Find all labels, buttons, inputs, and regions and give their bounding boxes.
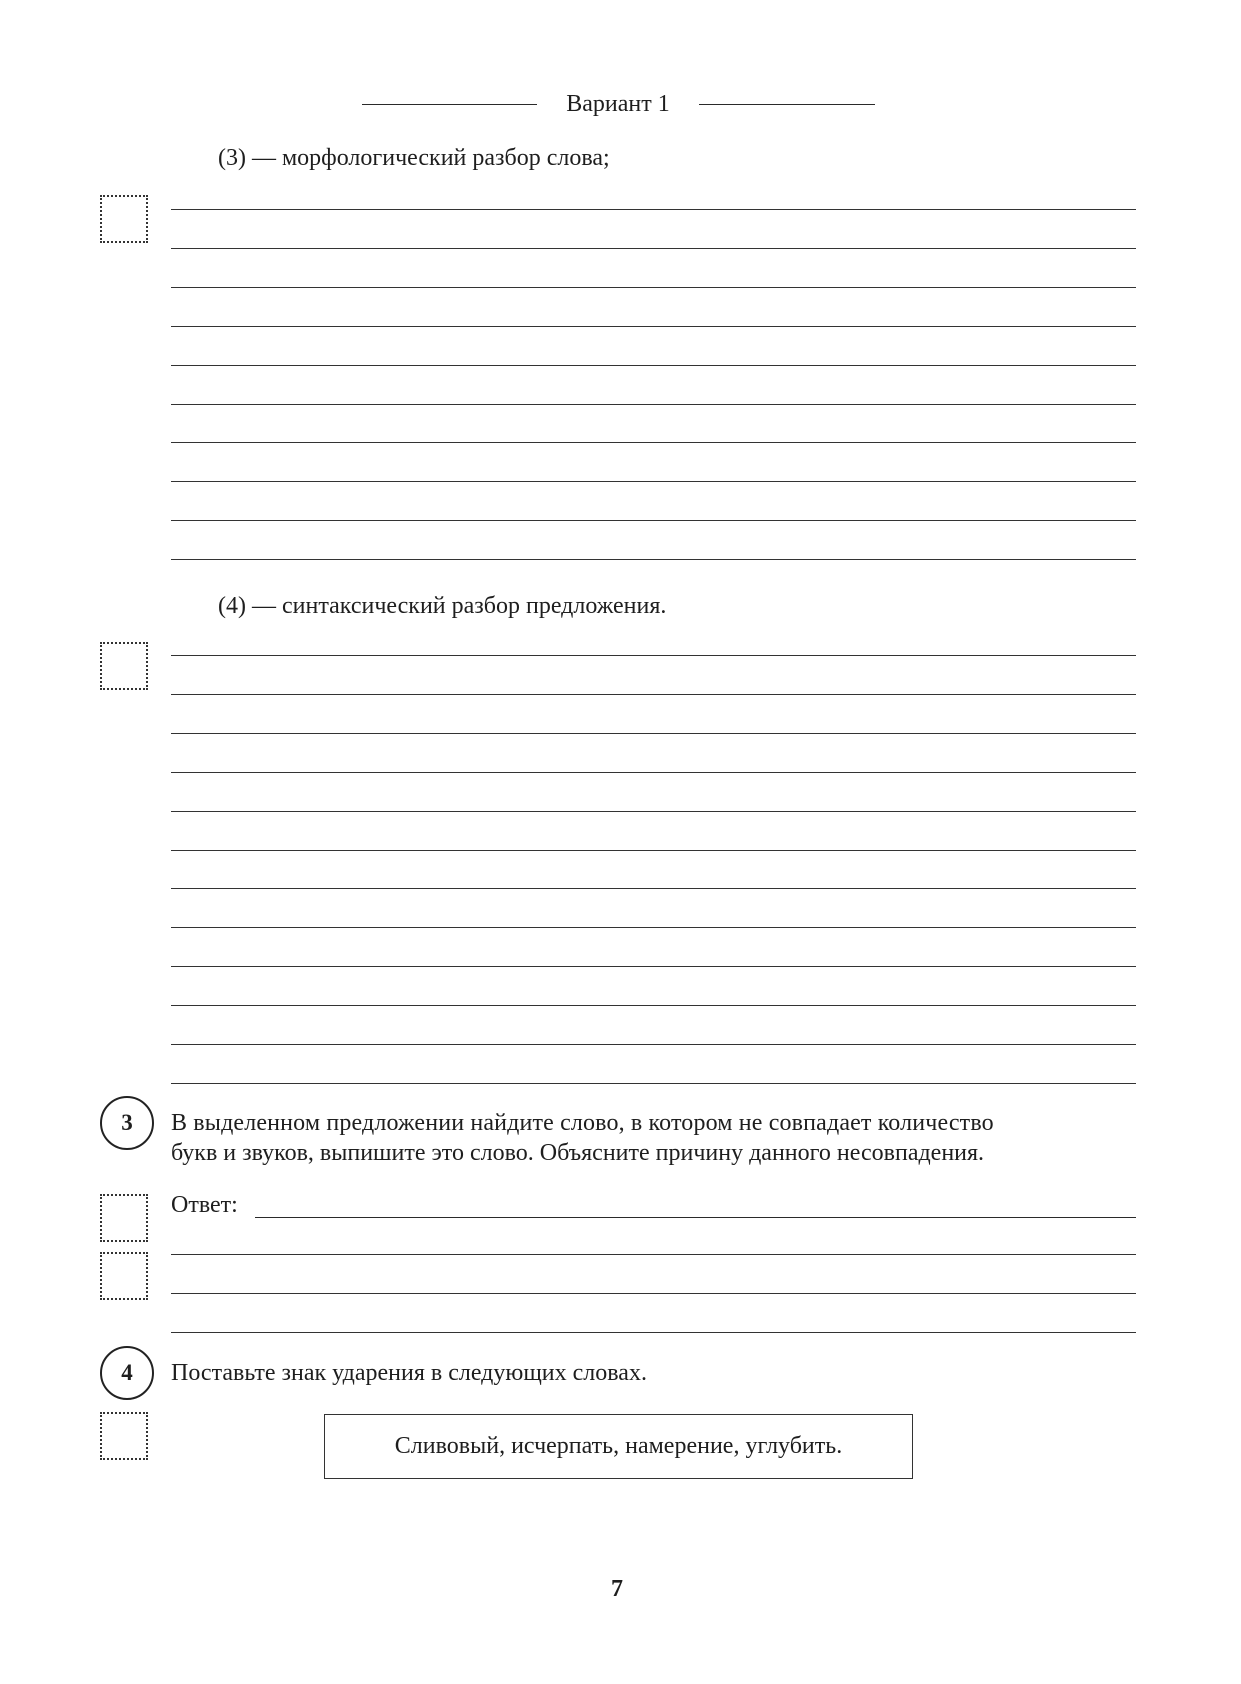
writing-line[interactable] bbox=[171, 927, 1136, 928]
writing-line[interactable] bbox=[171, 404, 1136, 405]
part3-label: (3) — морфологический разбор слова; bbox=[218, 145, 610, 171]
writing-line[interactable] bbox=[171, 442, 1136, 443]
header-rule-left bbox=[362, 104, 537, 105]
writing-line[interactable] bbox=[171, 966, 1136, 967]
writing-line[interactable] bbox=[171, 655, 1136, 656]
words-text: Сливовый, исчерпать, намерение, углубить. bbox=[394, 1433, 843, 1459]
task3-text-line2: букв и звуков, выпишите это слово. Объясните причину данного несовпадения. bbox=[171, 1140, 985, 1166]
answer-line[interactable] bbox=[255, 1217, 1136, 1218]
score-box-part3[interactable] bbox=[100, 195, 148, 243]
answer-line[interactable] bbox=[171, 1293, 1136, 1294]
writing-line[interactable] bbox=[171, 481, 1136, 482]
header-rule-right bbox=[699, 104, 875, 105]
writing-line[interactable] bbox=[171, 326, 1136, 327]
variant-title: Вариант 1 bbox=[566, 91, 670, 117]
answer-line[interactable] bbox=[171, 1332, 1136, 1333]
answer-label: Ответ: bbox=[171, 1192, 238, 1218]
task3-text-line1: В выделенном предложении найдите слово, в котором не совпадает количество bbox=[171, 1110, 994, 1136]
writing-line[interactable] bbox=[171, 1044, 1136, 1045]
score-box-task3-a[interactable] bbox=[100, 1194, 148, 1242]
score-box-part4[interactable] bbox=[100, 642, 148, 690]
writing-line[interactable] bbox=[171, 1083, 1136, 1084]
writing-line[interactable] bbox=[171, 888, 1136, 889]
writing-line[interactable] bbox=[171, 248, 1136, 249]
writing-line[interactable] bbox=[171, 694, 1136, 695]
task-number-3: 3 bbox=[100, 1096, 154, 1150]
part4-label: (4) — синтаксический разбор предложения. bbox=[218, 593, 667, 619]
writing-line[interactable] bbox=[171, 850, 1136, 851]
writing-line[interactable] bbox=[171, 1005, 1136, 1006]
writing-line[interactable] bbox=[171, 772, 1136, 773]
writing-line[interactable] bbox=[171, 365, 1136, 366]
writing-line[interactable] bbox=[171, 287, 1136, 288]
writing-line[interactable] bbox=[171, 209, 1136, 210]
score-box-task4[interactable] bbox=[100, 1412, 148, 1460]
answer-line[interactable] bbox=[171, 1254, 1136, 1255]
page-number: 7 bbox=[611, 1576, 623, 1602]
words-box bbox=[324, 1414, 913, 1479]
writing-line[interactable] bbox=[171, 520, 1136, 521]
writing-line[interactable] bbox=[171, 811, 1136, 812]
writing-line[interactable] bbox=[171, 559, 1136, 560]
task-number-4: 4 bbox=[100, 1346, 154, 1400]
task4-text: Поставьте знак ударения в следующих словах. bbox=[171, 1360, 647, 1386]
score-box-task3-b[interactable] bbox=[100, 1252, 148, 1300]
writing-line[interactable] bbox=[171, 733, 1136, 734]
